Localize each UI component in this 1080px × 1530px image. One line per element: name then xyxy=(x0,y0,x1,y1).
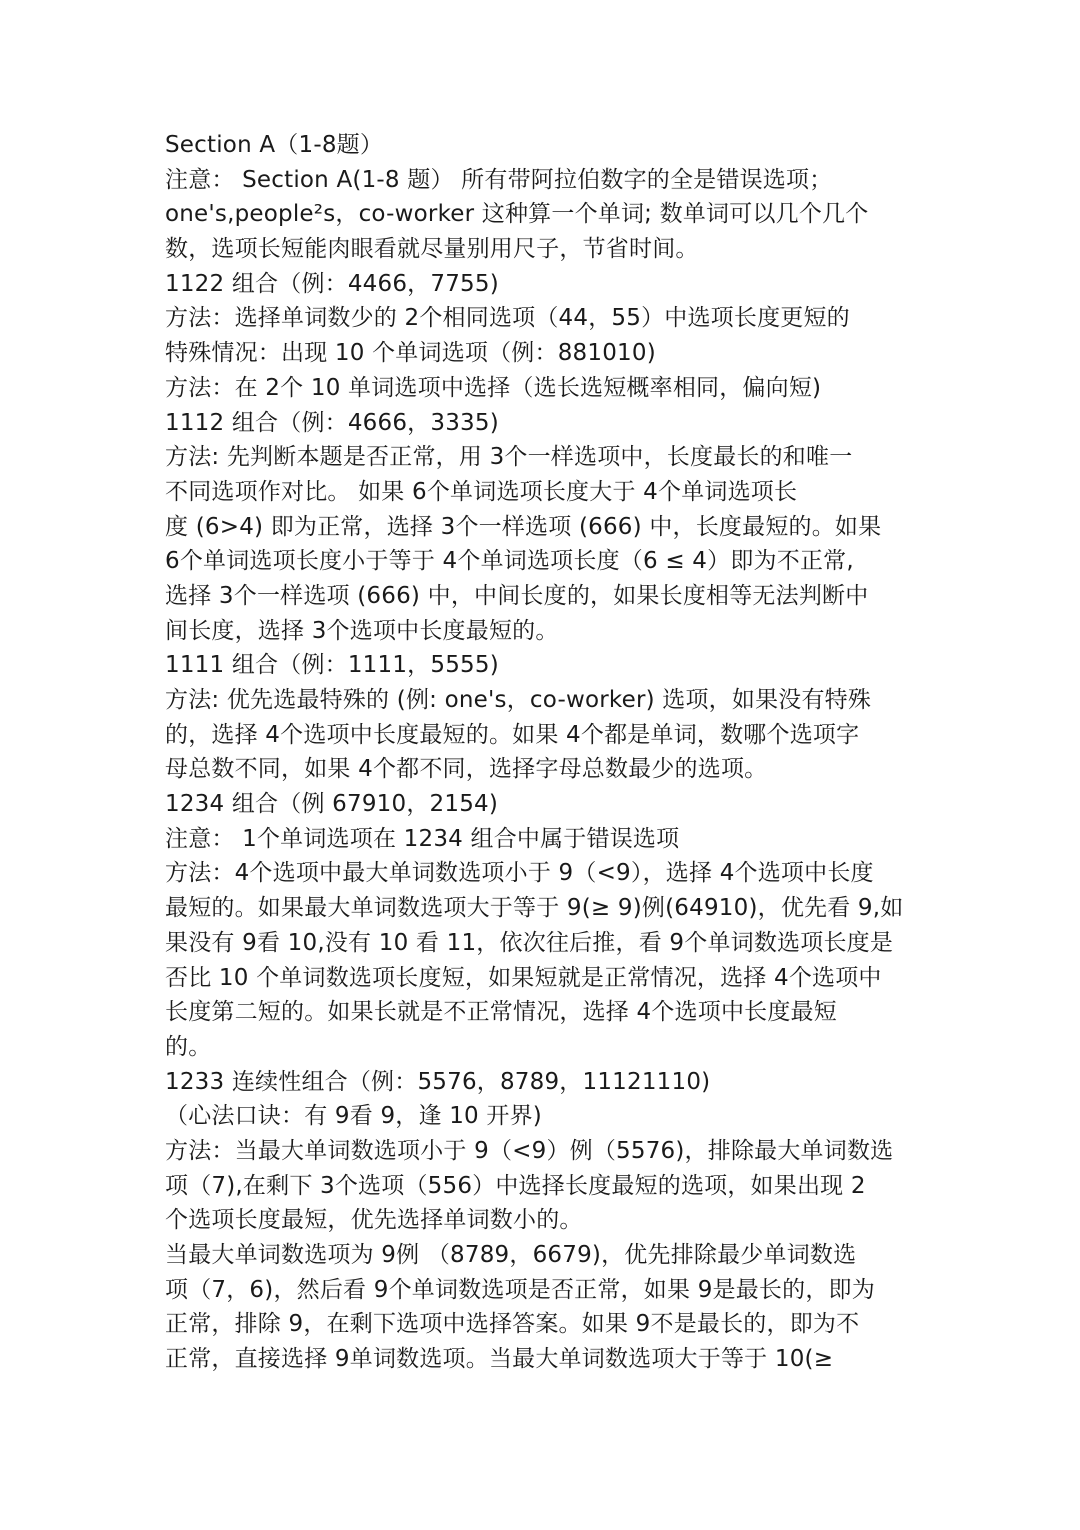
combo-heading: 1122 组合（例：4466，7755) xyxy=(165,270,499,297)
text-line: 特殊情况：出现 10 个单词选项（例：881010) xyxy=(165,340,656,367)
text-line: 项（7，6)，然后看 9个单词数选项是否正常，如果 9是最长的，即为 xyxy=(165,1276,875,1303)
text-line: 注意： Section A(1-8 题） 所有带阿拉伯数字的全是错误选项； xyxy=(165,166,833,193)
combo-heading: 1111 组合（例：1111，5555) xyxy=(165,652,499,679)
section-heading: Section A（1-8题） xyxy=(165,132,384,158)
document-body xyxy=(165,128,920,1377)
text-line: 否比 10 个单词数选项长度短，如果短就是正常情况，选择 4个选项中 xyxy=(165,964,882,991)
text-line: 最短的。如果最大单词数选项大于等于 9(≥ 9)例(64910)，优先看 9,如 xyxy=(165,895,904,922)
combo-heading: 1112 组合（例：4666，3335) xyxy=(165,409,499,436)
text-line: 果没有 9看 10,没有 10 看 11，依次往后推，看 9个单词数选项长度是 xyxy=(165,929,894,956)
combo-heading: 1234 组合（例 67910，2154) xyxy=(165,791,499,818)
text-line: 方法：4个选项中最大单词数选项小于 9（<9），选择 4个选项中长度 xyxy=(165,860,874,887)
combo-heading: 1233 连续性组合（例：5576，8789，11121110) xyxy=(165,1068,711,1095)
text-line: 数，选项长短能肉眼看就尽量别用尺子，节省时间。 xyxy=(165,236,699,263)
text-line: 长度第二短的。如果长就是不正常情况，选择 4个选项中长度最短 xyxy=(165,999,837,1026)
text-line: （心法口诀：有 9看 9，逢 10 开界) xyxy=(165,1103,542,1130)
text-line: 方法：在 2个 10 单词选项中选择（选长选短概率相同，偏向短) xyxy=(165,374,822,401)
text-line: 方法: 先判断本题是否正常，用 3个一样选项中，长度最长的和唯一 xyxy=(165,444,853,471)
text-line: 方法：选择单词数少的 2个相同选项（44，55）中选项长度更短的 xyxy=(165,305,850,332)
text-line: 母总数不同，如果 4个都不同，选择字母总数最少的选项。 xyxy=(165,756,768,783)
text-line: 方法: 优先选最特殊的 (例: one's，co-worker) 选项，如果没有特殊 xyxy=(165,687,872,713)
text-line: 的，选择 4个选项中长度最短的。如果 4个都是单词，数哪个选项字 xyxy=(165,721,860,748)
text-line: 间长度，选择 3个选项中长度最短的。 xyxy=(165,617,559,644)
text-line: 注意： 1个单词选项在 1234 组合中属于错误选项 xyxy=(165,825,680,852)
text-line: 不同选项作对比。 如果 6个单词选项长度大于 4个单词选项长 xyxy=(165,478,798,505)
text-line: 个选项长度最短，优先选择单词数小的。 xyxy=(165,1207,583,1234)
text-line: 方法：当最大单词数选项小于 9（<9）例（5576)，排除最大单词数选 xyxy=(165,1137,894,1164)
text-line: 的。 xyxy=(165,1033,212,1060)
text-line: one's,people²s，co-worker 这种算一个单词; 数单词可以几个几个 xyxy=(165,201,869,228)
text-line: 6个单词选项长度小于等于 4个单词选项长度（6 ≤ 4）即为不正常, xyxy=(165,548,854,575)
text-line: 正常，直接选择 9单词数选项。当最大单词数选项大于等于 10(≥ xyxy=(165,1346,834,1373)
text-line: 正常，排除 9，在剩下选项中选择答案。如果 9不是最长的，即为不 xyxy=(165,1311,860,1338)
text-line: 项（7),在剩下 3个选项（556）中选择长度最短的选项，如果出现 2 xyxy=(165,1172,866,1199)
text-line: 当最大单词数选项为 9例 （8789，6679)，优先排除最少单词数选 xyxy=(165,1242,857,1268)
text-line: 度 (6>4) 即为正常，选择 3个一样选项 (666) 中，长度最短的。如果 xyxy=(165,513,882,540)
text-line: 选择 3个一样选项 (666) 中，中间长度的，如果长度相等无法判断中 xyxy=(165,582,869,609)
